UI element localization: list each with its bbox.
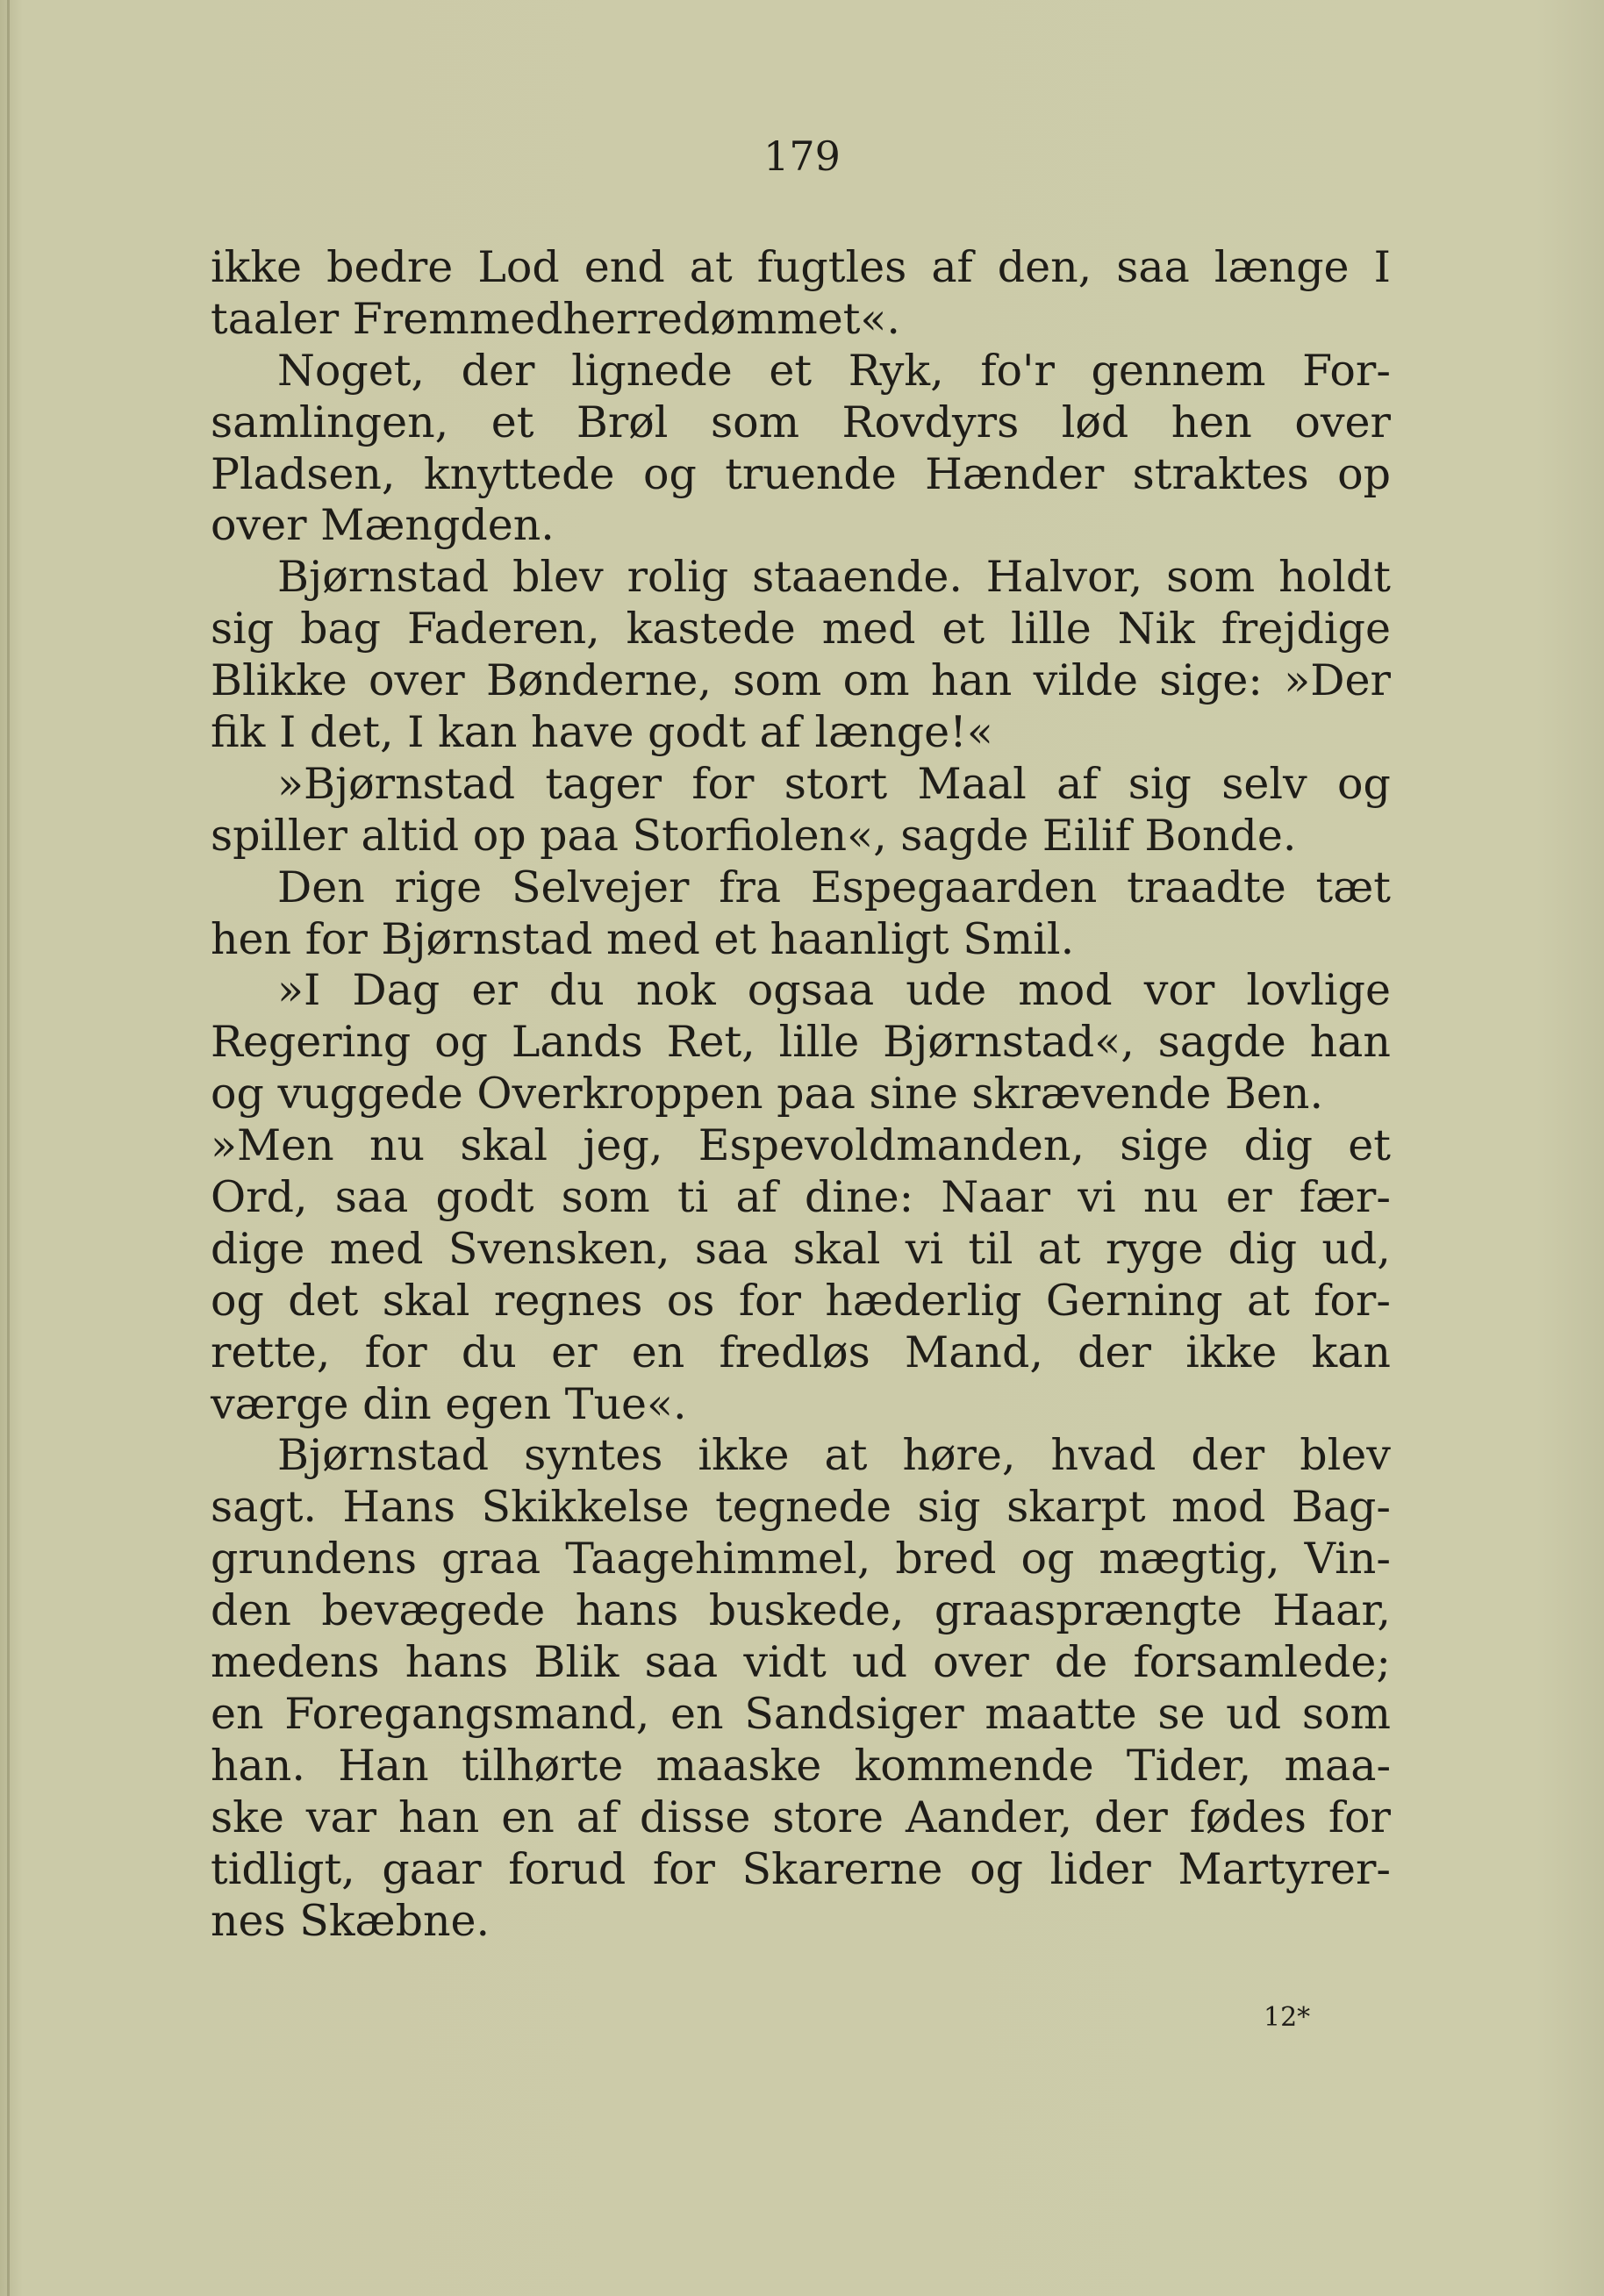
text-line: Ord, saa godt som ti af dine: Naar vi nu er fær- bbox=[211, 1172, 1391, 1223]
page-number: 179 bbox=[763, 132, 841, 180]
text-line: Bjørnstad syntes ikke at høre, hvad der blev bbox=[277, 1430, 1391, 1481]
text-line: nes Skæbne. bbox=[211, 1895, 491, 1946]
text-line: over Mængden. bbox=[211, 500, 555, 551]
text-line: grundens graa Taagehimmel, bred og mægtig, Vin- bbox=[211, 1534, 1391, 1584]
body-text bbox=[211, 242, 1391, 1947]
text-line: sagt. Hans Skikkelse tegnede sig skarpt mod Bag- bbox=[211, 1482, 1391, 1533]
text-line: værge din egen Tue«. bbox=[211, 1378, 687, 1429]
text-line: Den rige Selvejer fra Espegaarden traadte tæt bbox=[277, 862, 1391, 912]
text-line: og vuggede Overkroppen paa sine skrævende Ben. bbox=[211, 1069, 1324, 1119]
text-line: Noget, der lignede et Ryk, fo'r gennem For- bbox=[277, 345, 1391, 396]
text-line: ikke bedre Lod end at fugtles af den, saa længe I bbox=[211, 242, 1391, 292]
text-line: rette, for du er en fredløs Mand, der ikke kan bbox=[211, 1327, 1391, 1377]
text-line: »Bjørnstad tager for stort Maal af sig selv og bbox=[277, 758, 1391, 809]
text-line: fik I det, I kan have godt af længe!« bbox=[211, 707, 993, 758]
text-line: taaler Fremmedherredømmet«. bbox=[211, 293, 900, 344]
text-line: han. Han tilhørte maaske kommende Tider, maa- bbox=[211, 1740, 1391, 1791]
text-line: hen for Bjørnstad med et haanligt Smil. bbox=[211, 913, 1075, 964]
text-line: Bjørnstad blev rolig staaende. Halvor, som holdt bbox=[277, 552, 1391, 603]
text-line: Pladsen, knyttede og truende Hænder straktes op bbox=[211, 448, 1391, 499]
text-line: en Foregangsmand, en Sandsiger maatte se ud som bbox=[211, 1688, 1391, 1739]
text-line: spiller altid op paa Storfiolen«, sagde Eilif Bonde. bbox=[211, 810, 1297, 861]
text-line: ske var han en af disse store Aander, der fødes for bbox=[211, 1792, 1391, 1842]
text-line: sig bag Faderen, kastede med et lille Nik frejdige bbox=[211, 604, 1391, 654]
text-line: Regering og Lands Ret, lille Bjørnstad«, sagde han bbox=[211, 1017, 1391, 1068]
page-gutter-edge bbox=[7, 0, 10, 2296]
text-line: dige med Svensken, saa skal vi til at ryge dig ud, bbox=[211, 1223, 1391, 1274]
signature-mark: 12* bbox=[1264, 2002, 1311, 2033]
text-line: og det skal regnes os for hæderlig Gerning at for- bbox=[211, 1275, 1391, 1326]
text-line: den bevægede hans buskede, graasprængte Haar, bbox=[211, 1585, 1391, 1636]
text-line: medens hans Blik saa vidt ud over de forsamlede; bbox=[211, 1637, 1391, 1688]
text-line: tidligt, gaar forud for Skarerne og lider Martyrer- bbox=[211, 1843, 1391, 1894]
text-line: samlingen, et Brøl som Rovdyrs lød hen over bbox=[211, 397, 1391, 447]
text-line: »I Dag er du nok ogsaa ude mod vor lovlige bbox=[277, 965, 1391, 1016]
text-line: »Men nu skal jeg, Espevoldmanden, sige dig et bbox=[211, 1120, 1391, 1171]
text-line: Blikke over Bønderne, som om han vilde sige: »Der bbox=[211, 655, 1391, 706]
